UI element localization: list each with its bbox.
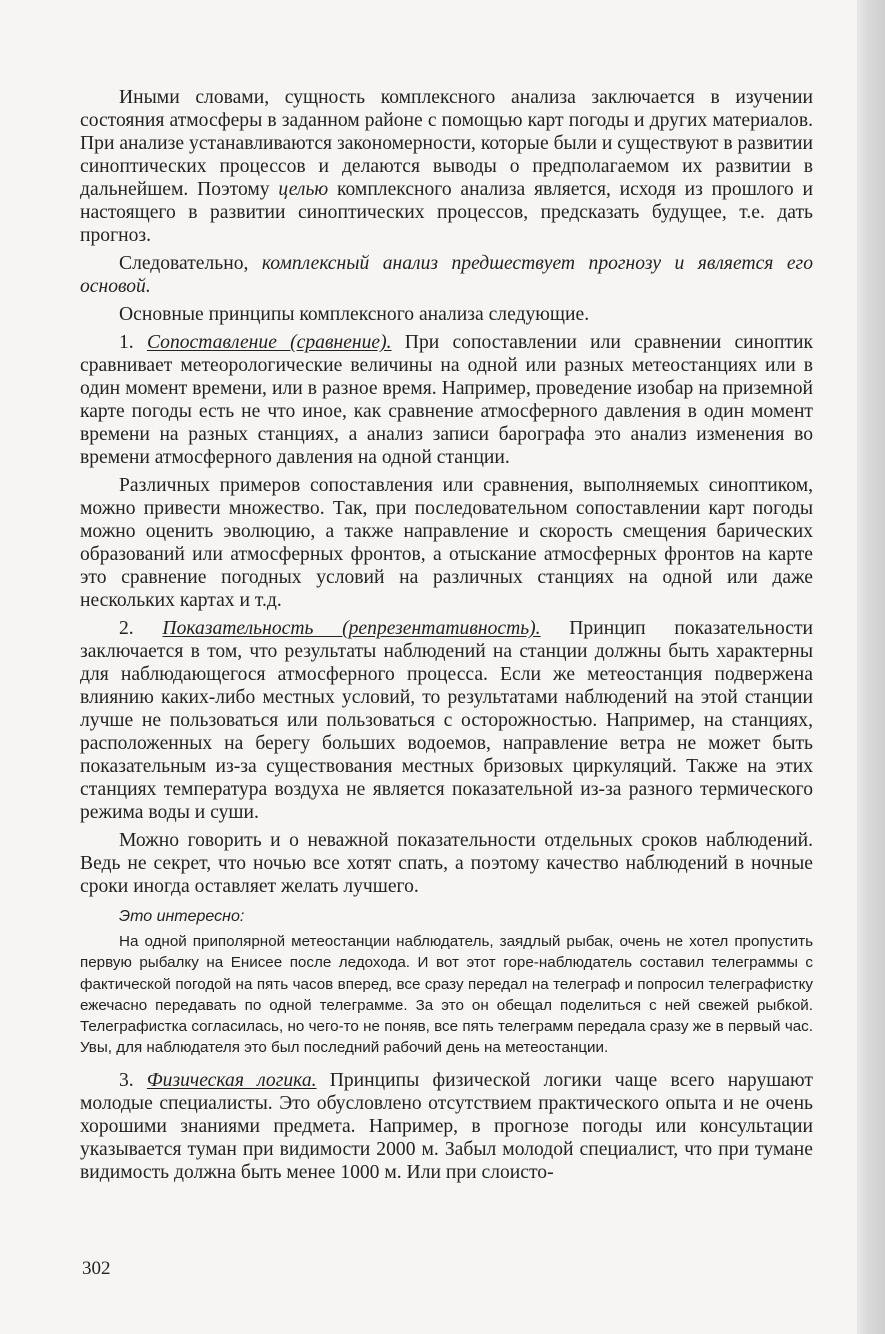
principle-2-term: Показательность (репрезентативность). xyxy=(162,618,541,639)
principle-2: 2. Показательность (репрезентативность). Принцип показательности заключается в том, что результаты наблюдений на станции должны быть характерны для наблюдающегося атмосферного процесса. Если же метеостанция подвержена влиянию каких-либо местных условий, то результатами наблюдений на этой станции лучше не пользоваться или пользоваться с осторожностью. Например, на станциях, расположенных на берегу больших водоемов, направление ветра не может быть показательным из-за существования местных бризовых циркуляций. Также на этих станциях температура воздуха не является показательной из-за разного термического режима воды и суши. xyxy=(80,618,813,823)
principle-1: 1. Сопоставление (сравнение). При сопоставлении или сравнении синоптик сравнивает метеорологические величины на одной или разных метеостанциях или в один момент времени, или в разное время. Например, проведение изобар на приземной карте погоды есть не что иное, как сравнение атмосферного давления в один момент времени на разных станциях, а анализ записи барографа это анализ изменения во времени атмосферного давления на одной станции. xyxy=(80,332,813,468)
paragraph-2: Следовательно, комплексный анализ предшествует прогнозу и является его основой. xyxy=(80,253,813,297)
page-number: 302 xyxy=(82,1258,111,1279)
sidebar-heading: Это интересно: xyxy=(119,908,245,925)
paragraph-7: Можно говорить и о неважной показательности отдельных сроков наблюдений. Ведь не секрет, что ночью все хотят спать, а поэтому качество наблюдений в ночные сроки иногда оставляет желать лучшего. xyxy=(80,830,813,897)
page-edge-shadow xyxy=(857,0,885,1334)
paragraph-3: Основные принципы комплексного анализа следующие. xyxy=(119,304,590,325)
page-body xyxy=(80,86,813,1189)
paragraph-5: Различных примеров сопоставления или сравнения, выполняемых синоптиком, можно привести множество. Так, при последовательном сопоставлении карт погоды можно оценить эволюцию, а также направление и скорость смещения барических образований или атмосферных фронтов, а отыскание атмосферных фронтов на карте это сравнение погодных условий на различных станциях на одной или даже нескольких картах и т.д. xyxy=(80,475,813,611)
sidebar-text: На одной приполярной метеостанции наблюдатель, заядлый рыбак, очень не хотел пропустить первую рыбалку на Енисее после ледохода. И вот этот горе-наблюдатель составил телеграммы с фактической погодой на пять часов вперед, все сразу передал на телеграф и попросил телеграфистку ежечасно передавать по одной телеграмме. За это он обещал поделиться с ней свежей рыбкой. Телеграфистка согласилась, но чего-то не поняв, все пять телеграмм передала сразу же в первый час. Увы, для наблюдателя это был последний рабочий день на метеостанции. xyxy=(80,933,813,1057)
principle-3-term: Физическая логика. xyxy=(146,1069,317,1091)
principle-1-term: Сопоставление (сравнение). xyxy=(146,332,392,353)
paragraph-1: Иными словами, сущность комплексного анализа заключается в изучении состояния атмосферы в заданном районе с помощью карт погоды и других материалов. При анализе устанавливаются закономерности, которые были и существуют в развитии синоптических процессов и делаются выводы о предполагаемом их развитии в дальнейшем. Поэтому целью комплексного анализа является, исходя из прошлого и настоящего в развитии синоптических процессов, предсказать будущее, т.е. дать прогноз. xyxy=(80,87,814,246)
principle-3: 3. Физическая логика. Принципы физической логики чаще всего нарушают молодые специалисты. Это обусловлено отсутствием практического опыта и не очень хорошими знаниями предмета. Например, в прогнозе погоды или консультации указывается туман при видимости 2000 м. Забыл молодой специалист, что при тумане видимость должна быть менее 1000 м. Или при слоисто- xyxy=(80,1069,813,1183)
